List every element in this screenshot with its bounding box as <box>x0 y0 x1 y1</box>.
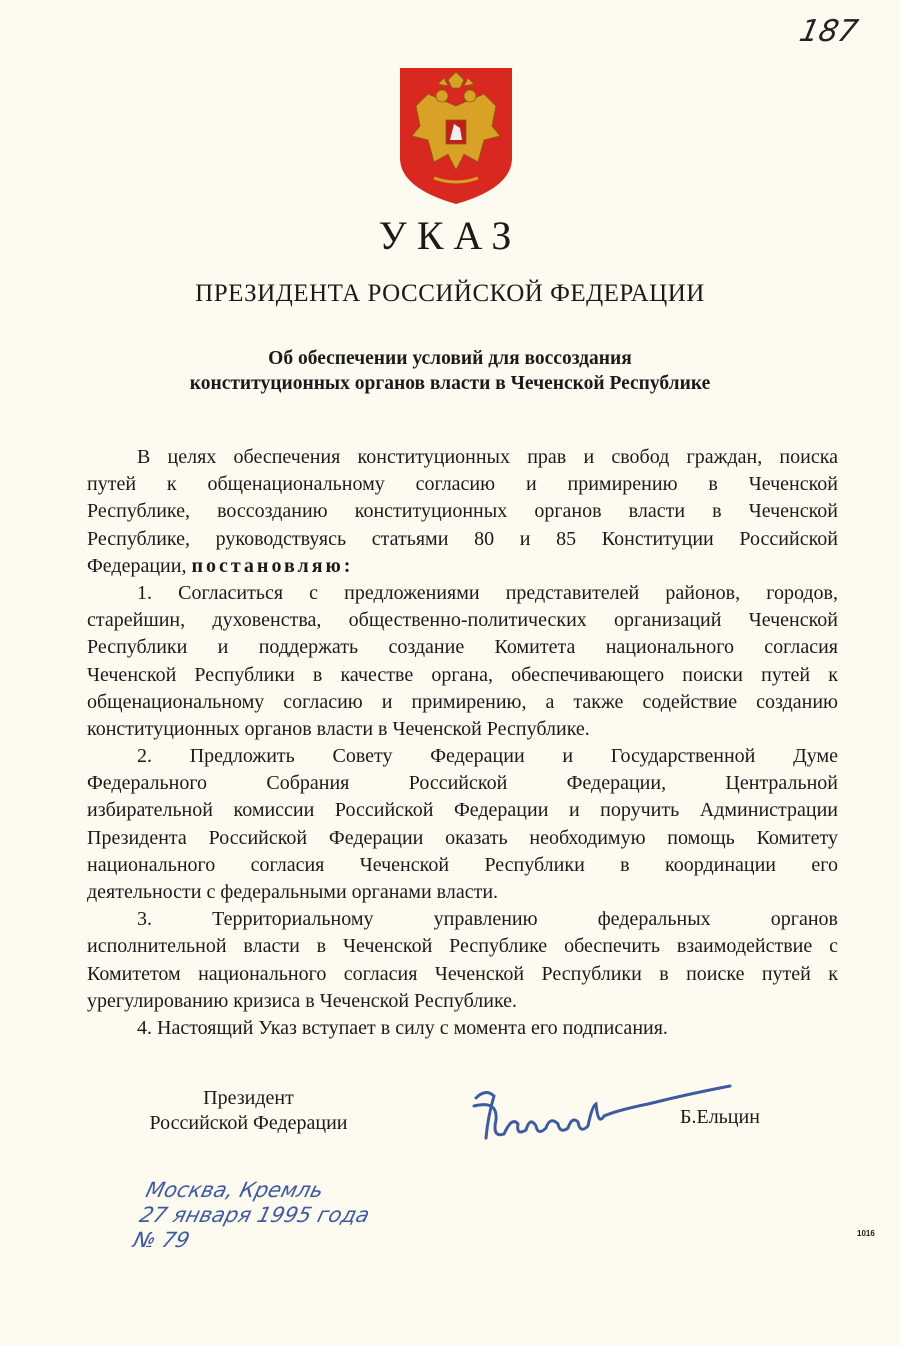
body-line: 4. Настоящий Указ вступает в силу с момента его подписания. <box>137 1016 668 1039</box>
body-line: урегулированию кризиса в Чеченской Республике. <box>87 989 518 1012</box>
body-line: Республике, воссозданию конституционных органов власти в Чеченской <box>87 500 838 523</box>
body-line: старейшин, духовенства, общественно-политических организаций Чеченской <box>87 609 838 632</box>
body-line: 3. Территориальному управлению федеральных органов <box>137 908 838 931</box>
signatory-title <box>136 1086 361 1136</box>
body-line <box>87 553 838 580</box>
handwritten-number: № 79 <box>130 1228 193 1252</box>
handwritten-place: Москва, Кремль <box>143 1178 326 1202</box>
body-line: национального согласия Чеченской Республики в координации его <box>87 853 838 876</box>
body-line: общенациональному согласию и примирению, а также содействие созданию <box>87 690 838 713</box>
body-line: конституционных органов власти в Чеченской Республике. <box>87 717 590 740</box>
body-line: Республике, руководствуясь статьями 80 и 85 Конституции Российской <box>87 527 838 550</box>
body-line: деятельности с федеральными органами власти. <box>87 881 499 903</box>
body-line: Федерального Собрания Российской Федерации, Центральной <box>87 772 838 795</box>
body-line: Президента Российской Федерации оказать необходимую помощь Комитету <box>87 826 838 849</box>
signatory-title-line: Президент <box>203 1087 294 1109</box>
body-line: Комитетом национального согласия Чеченской Республики в поиске путей к <box>87 962 838 985</box>
document-subtitle: ПРЕЗИДЕНТА РОССИЙСКОЙ ФЕДЕРАЦИИ <box>195 280 705 307</box>
body-line: В целях обеспечения конституционных прав и свобод граждан, поиска <box>137 446 838 468</box>
body-line: 2. Предложить Совету Федерации и Государственной Думе <box>137 745 838 768</box>
decree-keyword: постановляю: <box>191 554 354 577</box>
coat-of-arms-emblem <box>398 66 514 206</box>
body-line: исполнительной власти в Чеченской Республике обеспечить взаимодействие с <box>87 935 838 958</box>
body-line: 1. Согласиться с предложениями представителей районов, городов, <box>137 581 838 604</box>
decree-body <box>87 444 838 1042</box>
document-title: УКАЗ <box>378 213 522 258</box>
handwritten-page-number: 187 <box>796 14 861 49</box>
signatory-name: Б.Ельцин <box>680 1106 760 1128</box>
heading-line: Об обеспечении условий для воссоздания <box>268 348 632 369</box>
body-line: Республики и поддержать создание Комитета национального согласия <box>87 636 838 659</box>
heading-line: конституционных органов власти в Чеченской Республике <box>189 373 711 394</box>
decree-heading <box>0 346 900 396</box>
body-line: путей к общенациональному согласию и примирению в Чеченской <box>87 473 838 496</box>
signatory-title-line: Российской Федерации <box>149 1112 348 1134</box>
body-line: Чеченской Республики в качестве органа, обеспечивающего поиски путей к <box>87 663 838 686</box>
body-text: Федерации, <box>87 554 192 577</box>
handwritten-place-date <box>131 1178 379 1253</box>
body-line: избирательной комиссии Российской Федерации и поручить Администрации <box>87 799 838 822</box>
handwritten-date: 27 января 1995 года <box>137 1203 373 1227</box>
print-code: 1016 <box>857 1229 875 1238</box>
